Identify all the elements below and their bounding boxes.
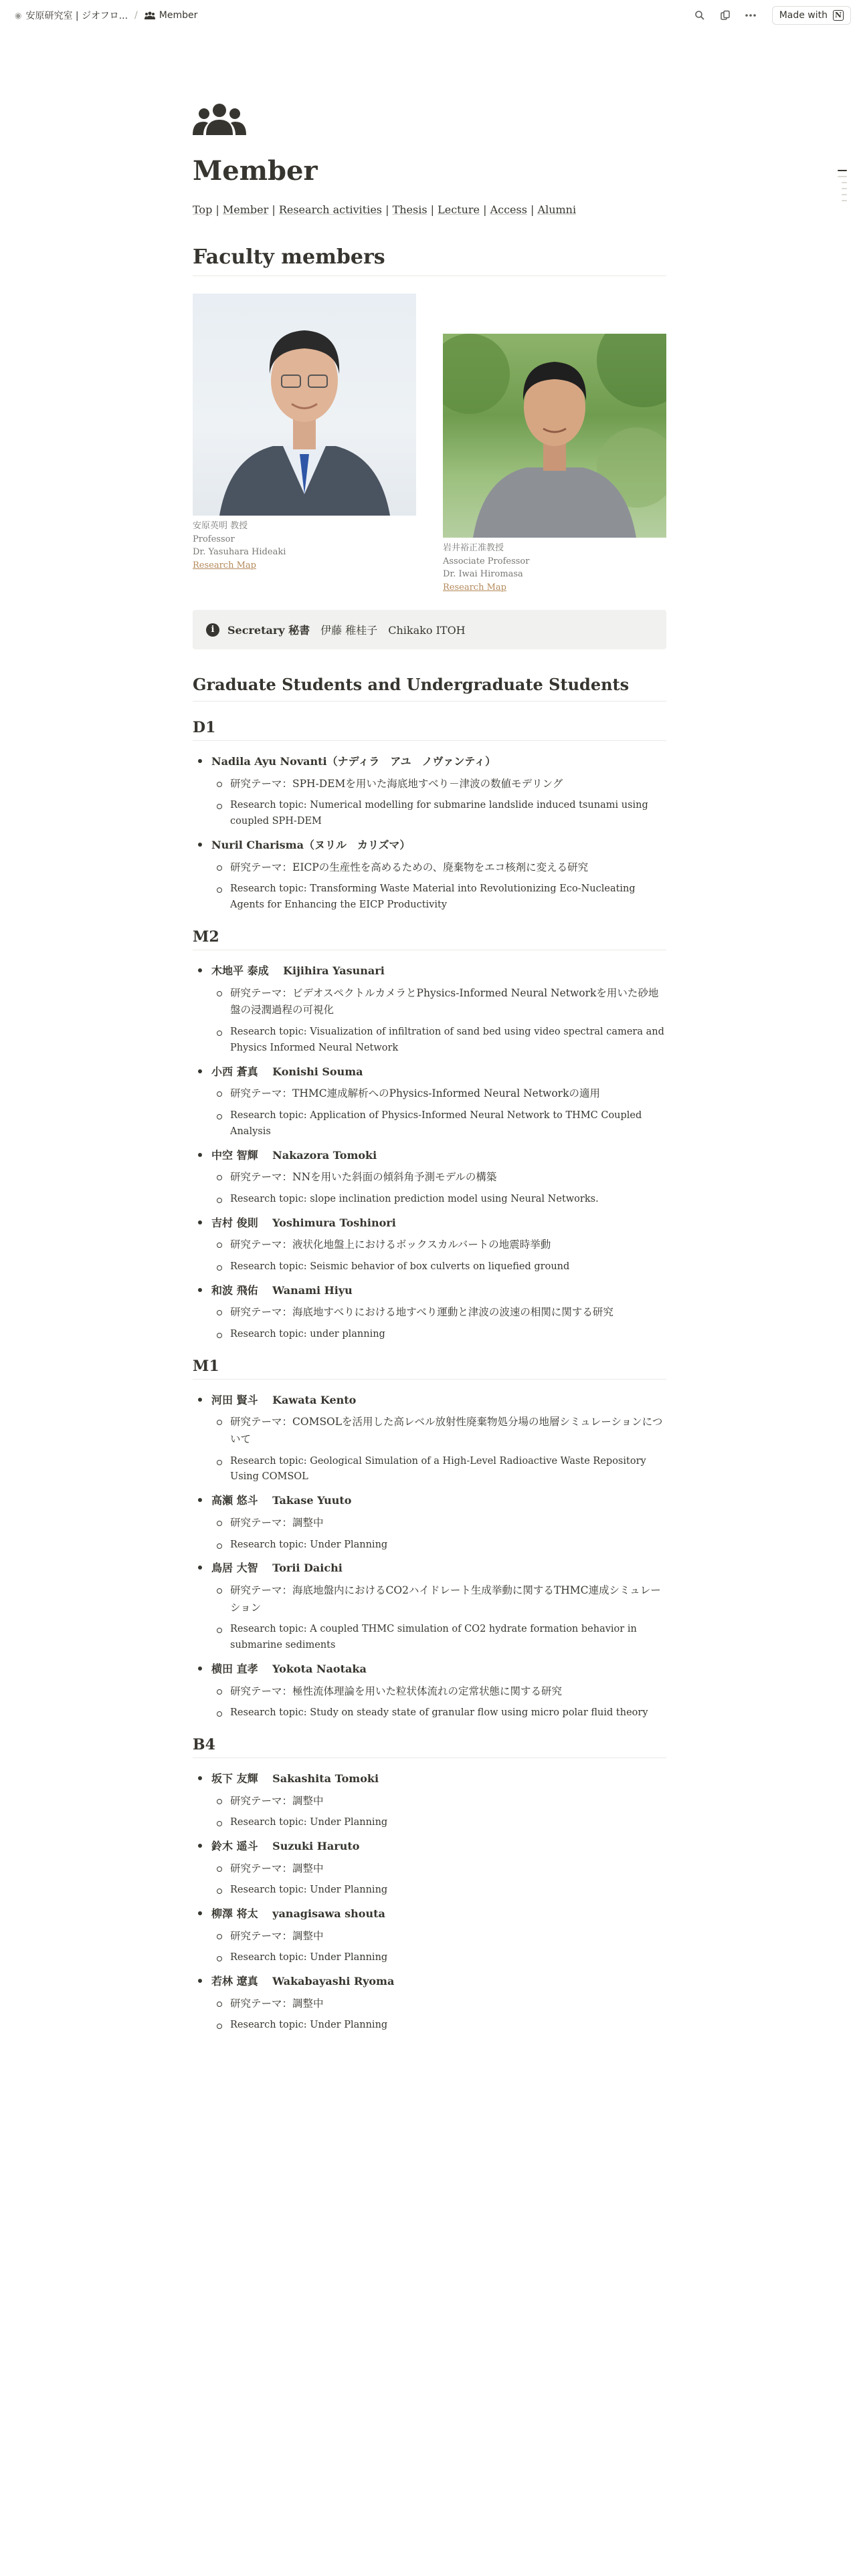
student-list-m2 xyxy=(193,962,666,1343)
outline-marker xyxy=(842,182,847,183)
topic-ja: 研究テーマ：調整中 xyxy=(211,1996,666,2013)
associate-professor-info xyxy=(443,542,666,594)
topic-ja: 研究テーマ：海底地盤内におけるCO2ハイドレート生成挙動に関するTHMC連成シミュレーション xyxy=(211,1582,666,1616)
student-name: 中空 智輝 Nakazora Tomoki xyxy=(211,1148,377,1162)
professor-position: Professor xyxy=(193,534,235,544)
list-item xyxy=(193,1063,666,1140)
associate-professor-name-ja: 岩井裕正准教授 xyxy=(443,543,504,553)
student-name: Nuril Charisma（ヌリル カリズマ） xyxy=(211,839,411,851)
faculty-card xyxy=(443,294,666,594)
student-name: 若林 遼真 Wakabayashi Ryoma xyxy=(211,1975,395,1988)
outline-marker xyxy=(842,194,847,195)
student-name: 小西 蒼真 Konishi Souma xyxy=(211,1065,363,1078)
student-name: 鈴木 遥斗 Suzuki Haruto xyxy=(211,1840,360,1853)
topic-en: Research topic: under planning xyxy=(211,1327,666,1343)
breadcrumb-workspace[interactable] xyxy=(11,7,132,24)
outline-markers[interactable] xyxy=(838,170,847,206)
list-item xyxy=(193,1282,666,1343)
topic-en: Research topic: Transforming Waste Material into Revolutionizing Eco-Nucleating Agents for Enhancing the EICP Productivity xyxy=(211,881,666,914)
topic-en: Research topic: Visualization of infiltration of sand bed using video spectral camera and Physics Informed Neural Network xyxy=(211,1025,666,1057)
list-item xyxy=(193,1660,666,1721)
breadcrumb-member[interactable] xyxy=(140,8,202,23)
associate-professor-research-map-link[interactable]: Research Map xyxy=(443,582,506,593)
professor-research-map-link[interactable]: Research Map xyxy=(193,560,256,570)
nav-link-thesis[interactable]: Thesis xyxy=(392,203,427,216)
professor-info xyxy=(193,520,416,572)
topic-en: Research topic: Application of Physics-Informed Neural Network to THMC Coupled Analysis xyxy=(211,1108,666,1140)
topic-en: Research topic: Seismic behavior of box culverts on liquefied ground xyxy=(211,1259,666,1275)
group-heading-m2: M2 xyxy=(193,928,666,950)
topic-ja: 研究テーマ：調整中 xyxy=(211,1860,666,1878)
more-icon[interactable] xyxy=(741,6,760,25)
student-name: 鳥居 大智 Torii Daichi xyxy=(211,1562,343,1575)
breadcrumb-separator: / xyxy=(134,9,138,21)
student-name: 吉村 俊則 Yoshimura Toshinori xyxy=(211,1216,396,1229)
search-icon[interactable] xyxy=(690,6,709,25)
topic-ja: 研究テーマ：極性流体理論を用いた粒状体流れの定常状態に関する研究 xyxy=(211,1683,666,1701)
topic-en: Research topic: Under Planning xyxy=(211,1883,666,1899)
topic-en: Research topic: Under Planning xyxy=(211,1950,666,1966)
topic-en: Research topic: Study on steady state of granular flow using micro polar fluid theory xyxy=(211,1705,666,1721)
associate-professor-position: Associate Professor xyxy=(443,556,530,566)
topic-en: Research topic: Under Planning xyxy=(211,2018,666,2034)
faculty-card xyxy=(193,294,416,594)
top-bar xyxy=(0,0,859,30)
faculty-heading: Faculty members xyxy=(193,245,666,276)
students-heading: Graduate Students and Undergraduate Students xyxy=(193,675,666,702)
outline-marker xyxy=(838,176,847,177)
nav-link-member[interactable]: Member xyxy=(222,203,269,216)
list-item xyxy=(193,1973,666,2034)
topic-ja: 研究テーマ：COMSOLを活用した高レベル放射性廃棄物処分場の地層シミュレーションについて xyxy=(211,1414,666,1448)
nav-link-access[interactable]: Access xyxy=(490,203,527,216)
duplicate-icon[interactable] xyxy=(716,6,735,25)
list-item xyxy=(193,1492,666,1553)
student-name: 木地平 泰成 Kijihira Yasunari xyxy=(211,964,385,977)
student-name: 横田 直孝 Yokota Naotaka xyxy=(211,1662,367,1675)
secretary-callout xyxy=(193,610,666,649)
list-item xyxy=(193,962,666,1057)
professor-name-en: Dr. Yasuhara Hideaki xyxy=(193,547,286,557)
topic-en: Research topic: Geological Simulation of a High-Level Radioactive Waste Repository Using COMSOL xyxy=(211,1454,666,1486)
group-heading-b4: B4 xyxy=(193,1736,666,1758)
topic-ja: 研究テーマ：ビデオスペクトルカメラとPhysics-Informed Neural Networkを用いた砂地盤の浸潤過程の可視化 xyxy=(211,985,666,1019)
student-list-b4 xyxy=(193,1770,666,2034)
topic-en: Research topic: Numerical modelling for submarine landslide induced tsunami using coupled SPH-DEM xyxy=(211,798,666,830)
list-item xyxy=(193,1392,666,1486)
made-with-label: Made with xyxy=(779,9,828,21)
student-name: 坂下 友輝 Sakashita Tomoki xyxy=(211,1772,379,1786)
topic-ja: 研究テーマ：海底地すべりにおける地すべり運動と津波の波速の相関に関する研究 xyxy=(211,1304,666,1321)
nav-link-alumni[interactable]: Alumni xyxy=(537,203,577,216)
topic-en: Research topic: Under Planning xyxy=(211,1815,666,1831)
topic-ja: 研究テーマ：調整中 xyxy=(211,1793,666,1810)
breadcrumb-workspace-label: 安原研究室 | ジオフロ... xyxy=(25,10,128,21)
associate-professor-name-en: Dr. Iwai Hiromasa xyxy=(443,569,523,579)
list-item xyxy=(193,1147,666,1208)
list-item xyxy=(193,753,666,830)
topic-ja: 研究テーマ：調整中 xyxy=(211,1928,666,1945)
topic-en: Research topic: A coupled THMC simulation of CO2 hydrate formation behavior in submarine sediments xyxy=(211,1622,666,1654)
nav-link-research[interactable]: Research activities xyxy=(278,203,382,216)
topic-en: Research topic: slope inclination prediction model using Neural Networks. xyxy=(211,1192,666,1208)
topic-ja: 研究テーマ：SPH-DEMを用いた海底地すべり－津波の数値モデリング xyxy=(211,776,666,793)
secretary-label: Secretary 秘書 xyxy=(227,624,310,637)
info-icon: i xyxy=(206,623,219,637)
outline-marker xyxy=(842,188,847,189)
list-item xyxy=(193,1770,666,1831)
group-heading-m1: M1 xyxy=(193,1358,666,1380)
people-icon xyxy=(145,11,155,19)
page-content xyxy=(193,100,666,2048)
list-item xyxy=(193,1560,666,1654)
list-item xyxy=(193,1905,666,1966)
topic-en: Research topic: Under Planning xyxy=(211,1537,666,1553)
secretary-name: 伊藤 稚桂子 Chikako ITOH xyxy=(320,624,466,637)
student-name: Nadila Ayu Novanti（ナディラ アユ ノヴァンティ） xyxy=(211,755,496,768)
page-emoji-icon: ◉ xyxy=(15,10,22,20)
associate-professor-photo xyxy=(443,334,666,538)
page-nav: Top | Member | Research activities | Thesis | Lecture | Access | Alumni xyxy=(193,203,577,216)
topic-ja: 研究テーマ：液状化地盤上におけるボックスカルバートの地震時挙動 xyxy=(211,1237,666,1254)
outline-marker xyxy=(838,170,847,171)
people-icon xyxy=(193,100,246,138)
topic-ja: 研究テーマ：調整中 xyxy=(211,1515,666,1532)
notion-logo-icon: N xyxy=(833,10,844,21)
professor-name-ja: 安原英明 教授 xyxy=(193,521,248,531)
student-list-d1 xyxy=(193,753,666,914)
made-with-notion-button[interactable] xyxy=(772,6,851,25)
list-item xyxy=(193,1838,666,1899)
outline-marker xyxy=(842,200,847,201)
faculty-list xyxy=(193,294,666,594)
topic-ja: 研究テーマ：EICPの生産性を高めるための、廃棄物をエコ核剤に変える研究 xyxy=(211,859,666,877)
nav-link-lecture[interactable]: Lecture xyxy=(438,203,480,216)
breadcrumb-member-label: Member xyxy=(159,9,198,21)
student-name: 和波 飛佑 Wanami Hiyu xyxy=(211,1283,353,1297)
student-list-m1 xyxy=(193,1392,666,1721)
topic-ja: 研究テーマ：NNを用いた斜面の傾斜角予測モデルの構築 xyxy=(211,1169,666,1186)
topic-ja: 研究テーマ：THMC連成解析へのPhysics-Informed Neural Networkの適用 xyxy=(211,1085,666,1103)
professor-photo xyxy=(193,294,416,516)
student-name: 柳澤 将太 yanagisawa shouta xyxy=(211,1907,385,1921)
student-name: 河田 賢斗 Kawata Kento xyxy=(211,1393,357,1406)
page-title: Member xyxy=(193,155,318,187)
group-heading-d1: D1 xyxy=(193,719,666,741)
student-name: 高瀬 悠斗 Takase Yuuto xyxy=(211,1494,352,1507)
list-item xyxy=(193,837,666,914)
list-item xyxy=(193,1214,666,1275)
nav-link-top[interactable]: Top xyxy=(193,203,213,216)
